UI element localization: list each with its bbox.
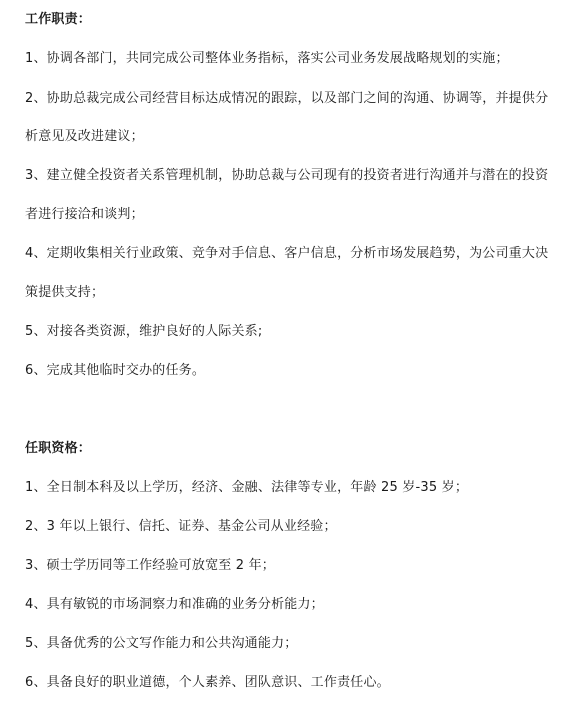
responsibility-item: 2、协助总裁完成公司经营目标达成情况的跟踪，以及部门之间的沟通、协调等，并提供分 <box>25 91 549 106</box>
responsibility-item-continued: 析意见及改进建议； <box>25 129 144 144</box>
responsibility-item: 3、建立健全投资者关系管理机制，协助总裁与公司现有的投资者进行沟通并与潜在的投资 <box>25 168 549 183</box>
qualification-item: 4、具有敏锐的市场洞察力和准确的业务分析能力； <box>25 597 324 612</box>
responsibility-item-continued: 策提供支持； <box>25 285 105 300</box>
section-heading-responsibilities: 工作职责： <box>25 12 92 27</box>
responsibility-item: 6、完成其他临时交办的任务。 <box>25 363 206 378</box>
responsibility-item: 1、协调各部门，共同完成公司整体业务指标，落实公司业务发展战略规划的实施； <box>25 51 509 66</box>
qualification-item: 5、具备优秀的公文写作能力和公共沟通能力； <box>25 636 298 651</box>
qualification-item: 1、全日制本科及以上学历，经济、金融、法律等专业，年龄 25 岁-35 岁； <box>25 480 469 495</box>
qualification-item: 6、具备良好的职业道德，个人素养、团队意识、工作责任心。 <box>25 675 390 690</box>
qualification-item: 2、3 年以上银行、信托、证券、基金公司从业经验； <box>25 519 337 534</box>
responsibility-item: 4、定期收集相关行业政策、竞争对手信息、客户信息，分析市场发展趋势，为公司重大决 <box>25 246 549 261</box>
responsibility-item-continued: 者进行接洽和谈判； <box>25 207 144 222</box>
section-heading-qualifications: 任职资格： <box>25 441 92 456</box>
responsibility-item: 5、对接各类资源，维护良好的人际关系; <box>25 324 263 339</box>
qualification-item: 3、硕士学历同等工作经验可放宽至 2 年； <box>25 558 276 573</box>
